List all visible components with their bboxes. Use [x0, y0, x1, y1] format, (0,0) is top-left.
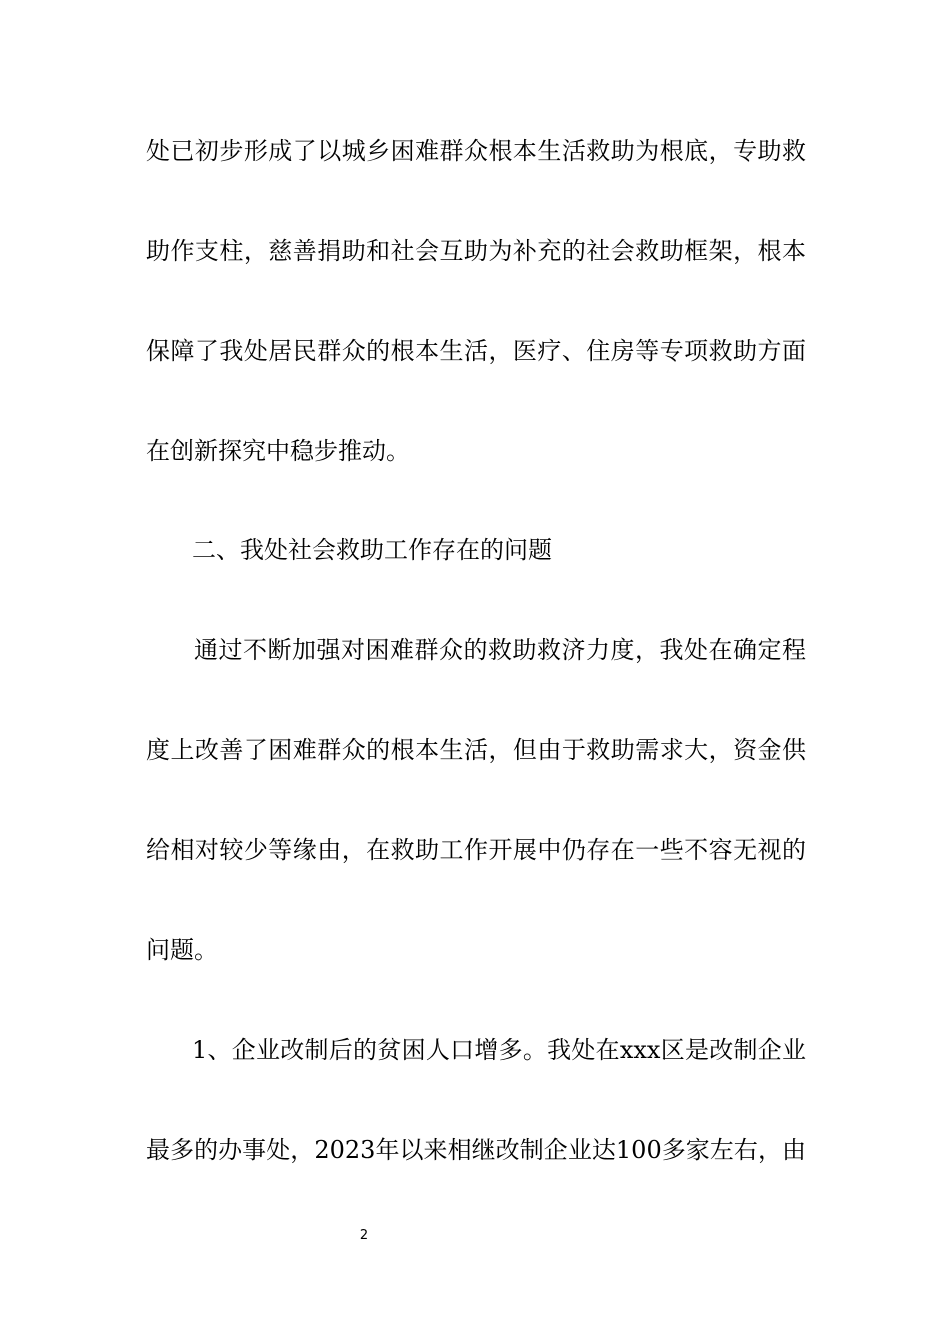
- section-heading: 二、我处社会救助工作存在的问题: [192, 536, 552, 564]
- paragraph-line-2: 助作支柱，慈善捐助和社会互助为补充的社会救助框架，根本: [146, 237, 806, 265]
- paragraph-line-6: 度上改善了困难群众的根本生活，但由于救助需求大，资金供: [146, 736, 806, 764]
- paragraph-line-3: 保障了我处居民群众的根本生活，医疗、住房等专项救助方面: [146, 337, 806, 365]
- paragraph-line-9: 1、企业改制后的贫困人口增多。我处在xxx区是改制企业: [192, 1036, 806, 1064]
- paragraph-line-4: 在创新探究中稳步推动。: [146, 437, 410, 465]
- paragraph-line-10: 最多的办事处，2023年以来相继改制企业达100多家左右，由: [146, 1136, 806, 1164]
- paragraph-line-7: 给相对较少等缘由，在救助工作开展中仍存在一些不容无视的: [146, 836, 806, 864]
- page-number: 2: [359, 1228, 369, 1243]
- paragraph-line-8: 问题。: [146, 936, 218, 964]
- paragraph-line-1: 处已初步形成了以城乡困难群众根本生活救助为根底，专助救: [146, 137, 806, 165]
- paragraph-line-5: 通过不断加强对困难群众的救助救济力度，我处在确定程: [194, 636, 806, 664]
